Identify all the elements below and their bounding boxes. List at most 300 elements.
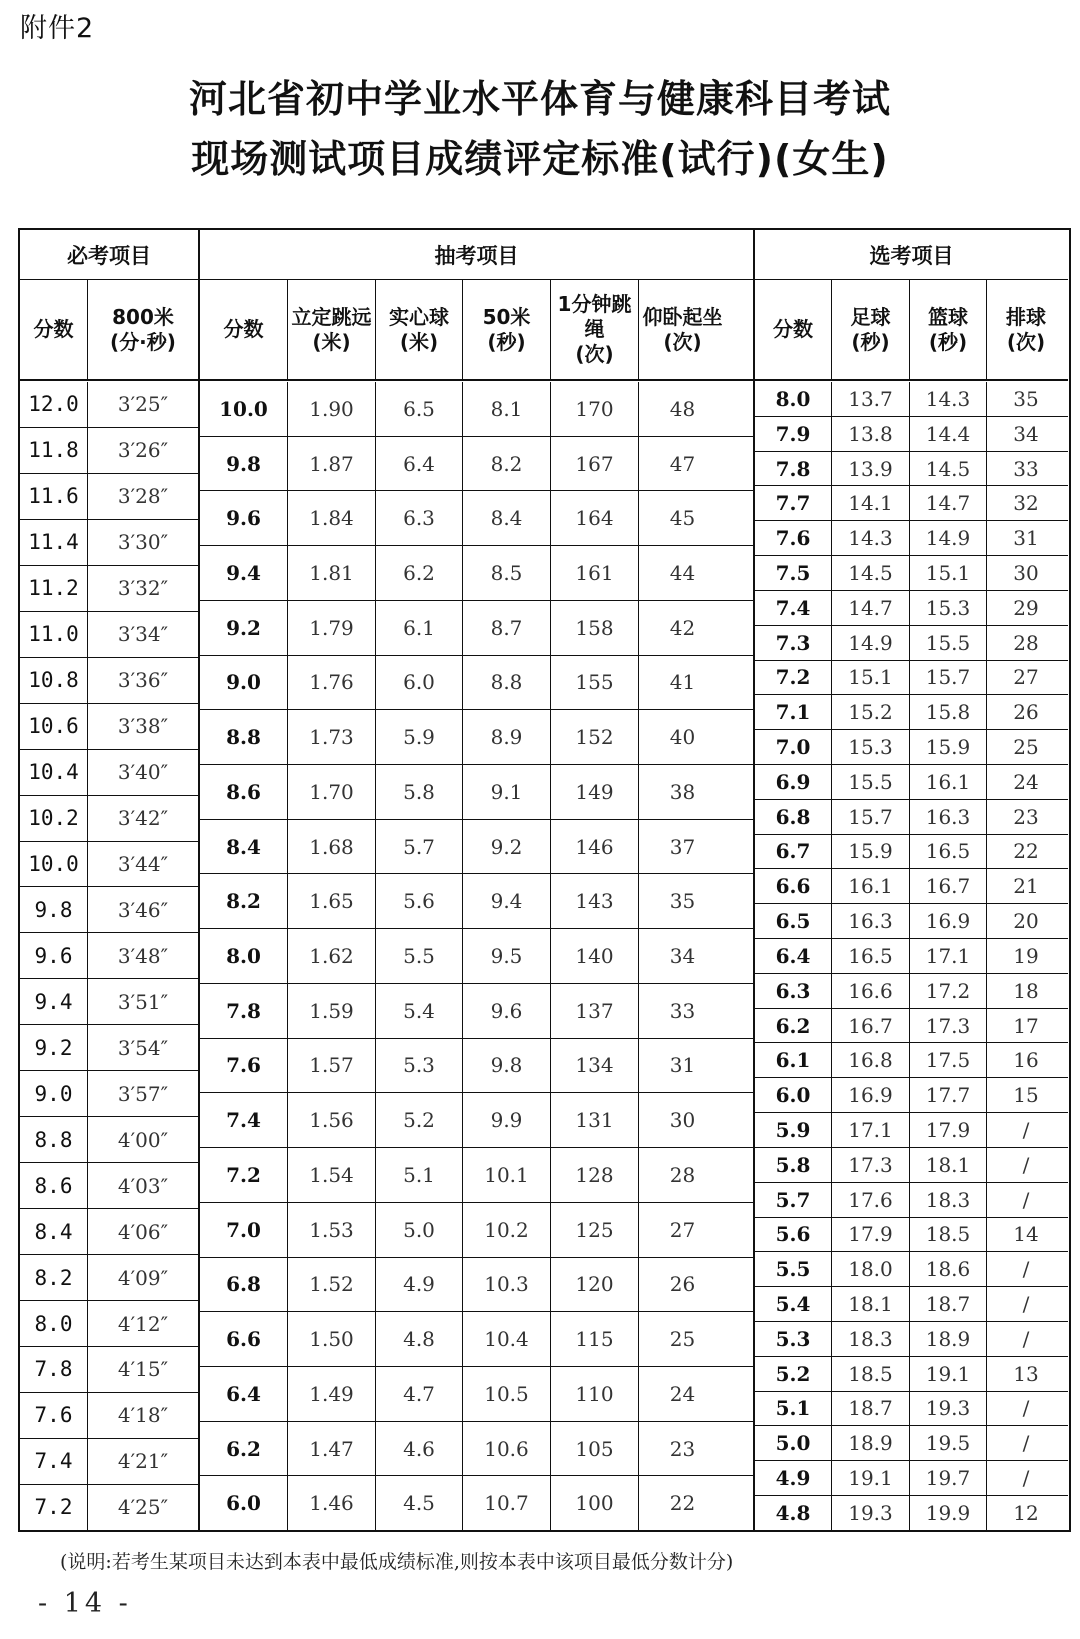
value-cell: 143	[551, 874, 639, 928]
table-row	[755, 1391, 1068, 1426]
table-row	[755, 625, 1068, 660]
table-row	[755, 938, 1068, 973]
value-cell: 33	[669, 998, 696, 1023]
value-cell: 15.1	[910, 556, 987, 590]
table-row	[755, 1251, 1068, 1286]
value-cell: 15.5	[910, 626, 987, 660]
table-row	[200, 1257, 753, 1312]
value-cell: 16.6	[832, 974, 910, 1008]
value-cell: 1.73	[288, 710, 376, 764]
value-cell: 1.57	[288, 1039, 376, 1093]
column-header	[551, 280, 639, 379]
value-cell: 18	[1013, 978, 1039, 1003]
value-cell: 29	[1013, 595, 1039, 620]
value-cell: 16	[1013, 1048, 1039, 1073]
score-cell: 6.0	[755, 1078, 832, 1112]
footnote: (说明:若考生某项目未达到本表中最低成绩标准,则按本表中该项目最低分数计分)	[60, 1551, 734, 1573]
value-cell: 8.5	[463, 546, 551, 600]
value-cell: 100	[551, 1476, 639, 1530]
value-cell: 6.5	[376, 382, 463, 436]
table-row	[20, 473, 198, 519]
value-cell: 14.3	[910, 382, 987, 416]
score-cell: 7.8	[755, 452, 832, 486]
score-cell: 6.5	[755, 904, 832, 938]
value-cell: 19	[1013, 943, 1039, 968]
table-row	[755, 520, 1068, 555]
value-cell: 18.3	[832, 1322, 910, 1356]
value-cell: /	[1022, 1326, 1030, 1351]
table-row	[20, 657, 198, 703]
page-number: - 14 -	[38, 1588, 132, 1619]
table-row	[20, 1392, 198, 1438]
value-cell: 19.5	[910, 1426, 987, 1460]
value-cell: 128	[551, 1148, 639, 1202]
table-row	[755, 1321, 1068, 1356]
table-row	[755, 868, 1068, 903]
score-cell: 6.8	[200, 1258, 288, 1312]
score-cell: 5.2	[755, 1357, 832, 1391]
value-cell: 10.7	[463, 1476, 551, 1530]
value-cell: 28	[1013, 630, 1039, 655]
table-row	[20, 519, 198, 565]
attachment-label: 附件2	[20, 13, 95, 44]
value-cell: 5.0	[376, 1203, 463, 1257]
score-cell: 7.6	[755, 521, 832, 555]
value-cell: 149	[551, 765, 639, 819]
value-cell: 32	[1013, 491, 1039, 516]
value-cell: 19.7	[910, 1461, 987, 1495]
value-cell: 4′00″	[117, 1127, 169, 1152]
value-cell: /	[1022, 1466, 1030, 1491]
value-cell: 37	[669, 834, 696, 859]
score-cell: 10.4	[20, 750, 88, 795]
value-cell: 164	[551, 491, 639, 545]
table-row	[20, 1438, 198, 1484]
score-cell: 4.8	[755, 1496, 832, 1530]
table-row	[20, 703, 198, 749]
value-cell: 16.1	[910, 765, 987, 799]
value-cell: 15.3	[910, 591, 987, 625]
value-cell: 21	[1013, 874, 1039, 899]
score-cell: 5.4	[755, 1287, 832, 1321]
value-cell: 31	[669, 1053, 696, 1078]
value-cell: 3′57″	[117, 1081, 169, 1106]
value-cell: 8.1	[463, 382, 551, 436]
value-cell: 5.1	[376, 1148, 463, 1202]
value-cell: 18.9	[832, 1426, 910, 1460]
score-cell: 9.8	[200, 437, 288, 491]
optional-items-panel	[755, 230, 1068, 1530]
value-cell: 1.76	[288, 656, 376, 710]
value-cell: 14	[1013, 1222, 1039, 1247]
value-cell: 16.7	[910, 869, 987, 903]
value-cell: 8.2	[463, 437, 551, 491]
table-row	[200, 655, 753, 710]
value-cell: 16.1	[832, 869, 910, 903]
value-cell: 3′54″	[117, 1035, 169, 1060]
table-row	[20, 1254, 198, 1300]
value-cell: 1.81	[288, 546, 376, 600]
value-cell: 18.5	[832, 1357, 910, 1391]
score-cell: 9.2	[20, 1025, 88, 1070]
score-cell: 9.6	[200, 491, 288, 545]
value-cell: 1.46	[288, 1476, 376, 1530]
value-cell: 44	[669, 561, 696, 586]
score-cell: 6.7	[755, 835, 832, 869]
table-row	[200, 1366, 753, 1421]
score-cell: 7.6	[20, 1393, 88, 1438]
value-cell: 105	[551, 1422, 639, 1476]
value-cell: 3′51″	[117, 989, 169, 1014]
table-row	[755, 973, 1068, 1008]
value-cell: 4.6	[376, 1422, 463, 1476]
value-cell: 4′25″	[117, 1495, 169, 1520]
table-row	[200, 928, 753, 983]
value-cell: 17.7	[910, 1078, 987, 1112]
value-cell: 115	[551, 1312, 639, 1366]
column-header-text: 立定跳远	[291, 304, 372, 329]
value-cell: 1.56	[288, 1093, 376, 1147]
table-row	[20, 1300, 198, 1346]
score-cell: 11.6	[20, 474, 88, 519]
value-cell: 23	[669, 1436, 696, 1461]
value-cell: 5.5	[376, 929, 463, 983]
value-cell: 10.1	[463, 1148, 551, 1202]
value-cell: 1.84	[288, 491, 376, 545]
table-row	[755, 1356, 1068, 1391]
value-cell: 24	[1013, 769, 1039, 794]
value-cell: 15.8	[910, 695, 987, 729]
value-cell: 42	[669, 615, 696, 640]
value-cell: 9.9	[463, 1093, 551, 1147]
value-cell: 17.3	[910, 1009, 987, 1043]
column-header-text: 800米	[112, 304, 174, 329]
value-cell: 1.79	[288, 601, 376, 655]
value-cell: 15.3	[832, 730, 910, 764]
table-row	[200, 382, 753, 436]
value-cell: 8.9	[463, 710, 551, 764]
value-cell: 16.3	[832, 904, 910, 938]
value-cell: 14.1	[832, 486, 910, 520]
value-cell: 155	[551, 656, 639, 710]
table-row	[20, 795, 198, 841]
value-cell: 17.6	[832, 1183, 910, 1217]
table-row	[200, 764, 753, 819]
value-cell: 16.8	[832, 1043, 910, 1077]
table-row	[20, 1346, 198, 1392]
column-header	[288, 280, 376, 379]
value-cell: 15.9	[832, 835, 910, 869]
value-cell: 15.1	[832, 661, 910, 695]
value-cell: 10.3	[463, 1258, 551, 1312]
score-cell: 5.0	[755, 1426, 832, 1460]
value-cell: 4′18″	[117, 1403, 169, 1428]
value-cell: 6.4	[376, 437, 463, 491]
value-cell: 35	[1013, 386, 1039, 411]
score-cell: 5.8	[755, 1148, 832, 1182]
value-cell: 22	[1013, 839, 1039, 864]
value-cell: 13.9	[832, 452, 910, 486]
value-cell: /	[1022, 1257, 1030, 1282]
table-row	[20, 1162, 198, 1208]
table-row	[755, 903, 1068, 938]
value-cell: 1.68	[288, 820, 376, 874]
table-row	[755, 555, 1068, 590]
value-cell: 3′34″	[117, 622, 169, 647]
value-cell: 15.9	[910, 730, 987, 764]
value-cell: 17.2	[910, 974, 987, 1008]
value-cell: 158	[551, 601, 639, 655]
value-cell: 161	[551, 546, 639, 600]
score-cell: 9.8	[20, 887, 88, 932]
value-cell: 16.7	[832, 1009, 910, 1043]
score-cell: 5.1	[755, 1392, 832, 1426]
table-row	[755, 1147, 1068, 1182]
score-cell: 7.2	[755, 661, 832, 695]
value-cell: 140	[551, 929, 639, 983]
table-row	[755, 1217, 1068, 1252]
value-cell: 14.9	[910, 521, 987, 555]
score-cell: 11.2	[20, 566, 88, 611]
score-cell: 7.4	[20, 1439, 88, 1484]
value-cell: 16.5	[910, 835, 987, 869]
column-header-text: 排球	[1006, 304, 1046, 329]
score-cell: 6.4	[200, 1367, 288, 1421]
value-cell: 1.87	[288, 437, 376, 491]
table-row	[20, 749, 198, 795]
score-cell: 7.9	[755, 417, 832, 451]
value-cell: 38	[669, 779, 696, 804]
column-header-text: 50米	[482, 304, 531, 329]
column-header	[755, 280, 832, 379]
column-headers	[20, 280, 198, 381]
table-row	[20, 1484, 198, 1530]
value-cell: 4′03″	[117, 1173, 169, 1198]
value-cell: 125	[551, 1203, 639, 1257]
value-cell: 4′15″	[117, 1357, 169, 1382]
value-cell: 4.8	[376, 1312, 463, 1366]
value-cell: 26	[1013, 700, 1039, 725]
value-cell: 3′40″	[117, 760, 169, 785]
value-cell: 14.9	[832, 626, 910, 660]
value-cell: 6.3	[376, 491, 463, 545]
value-cell: 6.0	[376, 656, 463, 710]
score-cell: 8.0	[200, 929, 288, 983]
value-cell: 28	[669, 1162, 696, 1187]
value-cell: 1.90	[288, 382, 376, 436]
value-cell: 12	[1013, 1500, 1039, 1525]
table-row	[200, 1202, 753, 1257]
value-cell: 26	[669, 1272, 696, 1297]
score-cell: 9.4	[20, 979, 88, 1024]
value-cell: 4′12″	[117, 1311, 169, 1336]
column-header-text: (秒)	[851, 329, 890, 354]
value-cell: 3′30″	[117, 530, 169, 555]
value-cell: 1.53	[288, 1203, 376, 1257]
value-cell: 22	[669, 1491, 696, 1516]
score-cell: 10.0	[200, 382, 288, 436]
value-cell: 18.7	[910, 1287, 987, 1321]
value-cell: 4′21″	[117, 1449, 169, 1474]
value-cell: 8.4	[463, 491, 551, 545]
column-header	[832, 280, 910, 379]
table-row	[20, 611, 198, 657]
column-header-text: (次)	[663, 329, 702, 354]
value-cell: 110	[551, 1367, 639, 1421]
score-cell: 11.4	[20, 520, 88, 565]
value-cell: 16.9	[910, 904, 987, 938]
table-row	[755, 1042, 1068, 1077]
table-row	[20, 382, 198, 427]
document-title-line2: 现场测试项目成绩评定标准(试行)(女生)	[191, 137, 889, 181]
table-row	[755, 590, 1068, 625]
value-cell: 3′44″	[117, 852, 169, 876]
table-row	[200, 873, 753, 928]
column-header	[88, 280, 198, 379]
table-row	[200, 1147, 753, 1202]
group-header-drawn: 抽考项目	[200, 230, 753, 280]
value-cell: /	[1022, 1187, 1030, 1212]
table-row	[755, 764, 1068, 799]
table-row	[755, 485, 1068, 520]
score-cell: 5.6	[755, 1218, 832, 1252]
document-title-line1: 河北省初中学业水平体育与健康科目考试	[188, 77, 891, 121]
score-cell: 7.2	[20, 1485, 88, 1530]
column-header-text: 分数	[223, 317, 264, 341]
score-cell: 10.6	[20, 704, 88, 749]
value-cell: 9.1	[463, 765, 551, 819]
value-cell: 170	[551, 382, 639, 436]
score-cell: 8.6	[20, 1163, 88, 1208]
value-cell: 10.6	[463, 1422, 551, 1476]
score-cell: 8.4	[200, 820, 288, 874]
value-cell: 14.7	[832, 591, 910, 625]
value-cell: 20	[1013, 909, 1039, 934]
value-cell: 5.2	[376, 1093, 463, 1147]
table-row	[755, 1008, 1068, 1043]
value-cell: 1.54	[288, 1148, 376, 1202]
group-header-required: 必考项目	[20, 230, 198, 280]
score-cell: 6.3	[755, 974, 832, 1008]
score-cell: 10.2	[20, 796, 88, 841]
value-cell: 19.1	[832, 1461, 910, 1495]
value-cell: 3′36″	[117, 668, 169, 693]
value-cell: 13	[1013, 1361, 1039, 1386]
column-header	[910, 280, 987, 379]
column-header-text: 分数	[773, 317, 813, 341]
value-cell: 5.4	[376, 984, 463, 1038]
column-header-text: (米)	[399, 329, 439, 354]
table-row	[755, 1182, 1068, 1217]
value-cell: /	[1022, 1117, 1030, 1142]
column-header-text: (秒)	[487, 329, 526, 354]
value-cell: 5.7	[376, 820, 463, 874]
value-cell: 25	[669, 1327, 696, 1352]
table-row	[755, 729, 1068, 764]
score-cell: 8.2	[200, 874, 288, 928]
value-cell: 17.9	[832, 1218, 910, 1252]
value-cell: 19.9	[910, 1496, 987, 1530]
score-cell: 8.2	[20, 1255, 88, 1300]
score-cell: 7.8	[20, 1347, 88, 1392]
table-row	[20, 565, 198, 611]
column-headers	[755, 280, 1068, 381]
value-cell: 15.7	[910, 661, 987, 695]
value-cell: /	[1022, 1396, 1030, 1421]
value-cell: 34	[1013, 421, 1039, 446]
column-header-text: (米)	[312, 329, 351, 354]
score-cell: 8.0	[755, 382, 832, 416]
value-cell: 1.52	[288, 1258, 376, 1312]
value-cell: 18.0	[832, 1252, 910, 1286]
table-row	[20, 978, 198, 1024]
score-cell: 10.8	[20, 658, 88, 703]
value-cell: 18.3	[910, 1183, 987, 1217]
column-header	[20, 280, 88, 379]
value-cell: 3′28″	[117, 484, 169, 509]
value-cell: 3′25″	[117, 392, 169, 417]
value-cell: 5.8	[376, 765, 463, 819]
table-row	[20, 427, 198, 473]
value-cell: 4.7	[376, 1367, 463, 1421]
value-cell: 167	[551, 437, 639, 491]
table-row	[20, 932, 198, 978]
table-row	[20, 1208, 198, 1254]
value-cell: 17.1	[910, 939, 987, 973]
score-cell: 7.4	[755, 591, 832, 625]
value-cell: 13.8	[832, 417, 910, 451]
table-row	[755, 1286, 1068, 1321]
value-cell: 31	[1013, 526, 1039, 551]
column-header-text: 1分钟跳绳	[557, 292, 632, 341]
score-cell: 6.6	[755, 869, 832, 903]
table-row	[20, 886, 198, 932]
table-body	[755, 382, 1068, 1530]
table-body	[20, 382, 198, 1530]
score-cell: 7.8	[200, 984, 288, 1038]
value-cell: 18.5	[910, 1218, 987, 1252]
value-cell: 1.49	[288, 1367, 376, 1421]
value-cell: 120	[551, 1258, 639, 1312]
value-cell: 1.50	[288, 1312, 376, 1366]
value-cell: 4′06″	[117, 1219, 169, 1244]
value-cell: 134	[551, 1039, 639, 1093]
value-cell: 3′46″	[117, 897, 169, 922]
value-cell: 19.3	[910, 1392, 987, 1426]
score-cell: 6.2	[755, 1009, 832, 1043]
score-cell: 4.9	[755, 1461, 832, 1495]
table-row	[755, 451, 1068, 486]
required-items-panel	[20, 230, 200, 1530]
table-row	[200, 819, 753, 874]
score-cell: 11.8	[20, 428, 88, 473]
score-cell: 8.4	[20, 1209, 88, 1254]
score-cell: 5.5	[755, 1252, 832, 1286]
table-row	[200, 545, 753, 600]
value-cell: 6.1	[376, 601, 463, 655]
value-cell: 48	[669, 396, 696, 421]
score-cell: 9.2	[200, 601, 288, 655]
value-cell: 131	[551, 1093, 639, 1147]
score-cell: 8.8	[20, 1117, 88, 1162]
value-cell: 15	[1013, 1083, 1039, 1108]
value-cell: 18.1	[832, 1287, 910, 1321]
column-header-text: 实心球	[389, 304, 449, 329]
value-cell: /	[1022, 1431, 1030, 1456]
score-cell: 7.1	[755, 695, 832, 729]
value-cell: 30	[669, 1108, 696, 1133]
value-cell: 15.2	[832, 695, 910, 729]
